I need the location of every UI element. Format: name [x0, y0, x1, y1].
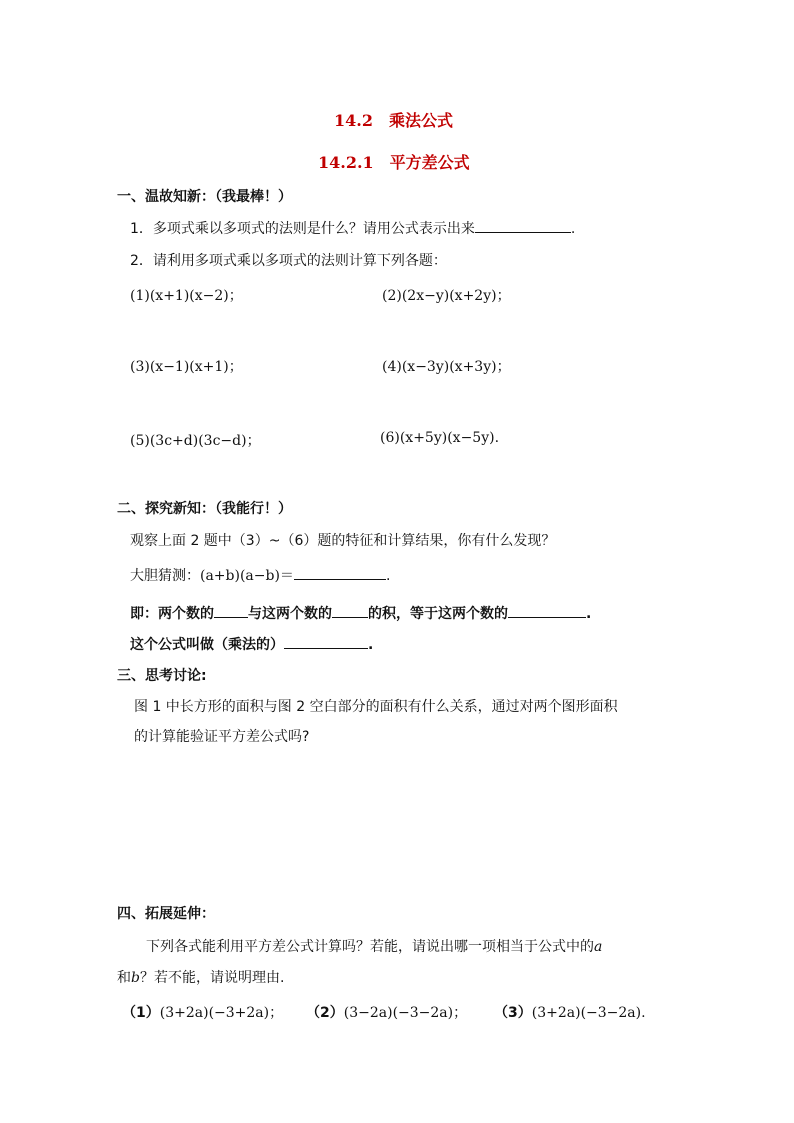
- extension-text-1: 下列各式能利用平方差公式计算吗？若能，请说出哪一项相当于公式中的a: [146, 939, 603, 955]
- question-1-text: 1．多项式乘以多项式的法则是什么？请用公式表示出来: [130, 221, 475, 237]
- page-title: 14.2 乘法公式: [334, 111, 453, 130]
- discussion-text-1: 图 1 中长方形的面积与图 2 空白部分的面积有什么关系，通过对两个图形面积: [134, 699, 618, 715]
- guess-expr: (a+b)(a−b)＝: [200, 568, 294, 584]
- page-subtitle: 14.2.1 平方差公式: [318, 153, 470, 172]
- formula-name-line: 这个公式叫做（乘法的） .: [130, 634, 373, 654]
- rule-blank-2[interactable]: [332, 603, 368, 618]
- question-1: [130, 218, 575, 238]
- extension-text-2: 和b？若不能，请说明理由.: [117, 970, 285, 986]
- rule-blank-3[interactable]: [508, 603, 586, 618]
- guess-blank[interactable]: [294, 565, 386, 580]
- formula-name-blank[interactable]: [284, 634, 368, 649]
- observe-text: 观察上面 2 题中（3）~（6）题的特征和计算结果，你有什么发现？: [130, 533, 556, 549]
- section1-heading: 一、温故知新：（我最棒！）: [117, 189, 292, 205]
- guess-label: 大胆猜测：: [130, 568, 200, 584]
- expr-item-1: (1)(x+1)(x−2)；: [130, 288, 243, 304]
- expr-item-3: (3)(x−1)(x+1)；: [130, 359, 243, 375]
- guess-line: 大胆猜测：(a+b)(a−b)＝ .: [130, 565, 390, 585]
- answer-blank[interactable]: [475, 218, 571, 233]
- expr-item-6: (6)(x+5y)(x−5y).: [380, 430, 500, 446]
- extension-item-2: （2）(3−2a)(−3−2a)；: [306, 1005, 468, 1021]
- section4-heading: 四、拓展延伸：: [117, 906, 215, 922]
- discussion-text-2: 的计算能验证平方差公式吗?: [134, 729, 310, 745]
- question-1-end: .: [570, 221, 576, 237]
- extension-item-3: （3）(3+2a)(−3−2a).: [494, 1005, 646, 1021]
- expr-item-4: (4)(x−3y)(x+3y)；: [382, 359, 511, 375]
- extension-item-1: （1）(3+2a)(−3+2a)；: [122, 1005, 284, 1021]
- question-2: 2．请利用多项式乘以多项式的法则计算下列各题：: [130, 253, 447, 269]
- expr-item-5: (5)(3c+d)(3c−d)；: [130, 433, 261, 449]
- variable-b: b: [131, 970, 140, 986]
- variable-a: a: [594, 939, 603, 955]
- expr-item-2: (2)(2x−y)(x+2y)；: [382, 288, 511, 304]
- rule-blank-1[interactable]: [214, 603, 248, 618]
- rule-line: 即：两个数的 与这两个数的 的积，等于这两个数的 .: [130, 603, 591, 623]
- section2-heading: 二、探究新知：（我能行！）: [117, 501, 292, 517]
- section3-heading: 三、思考讨论:: [117, 668, 207, 684]
